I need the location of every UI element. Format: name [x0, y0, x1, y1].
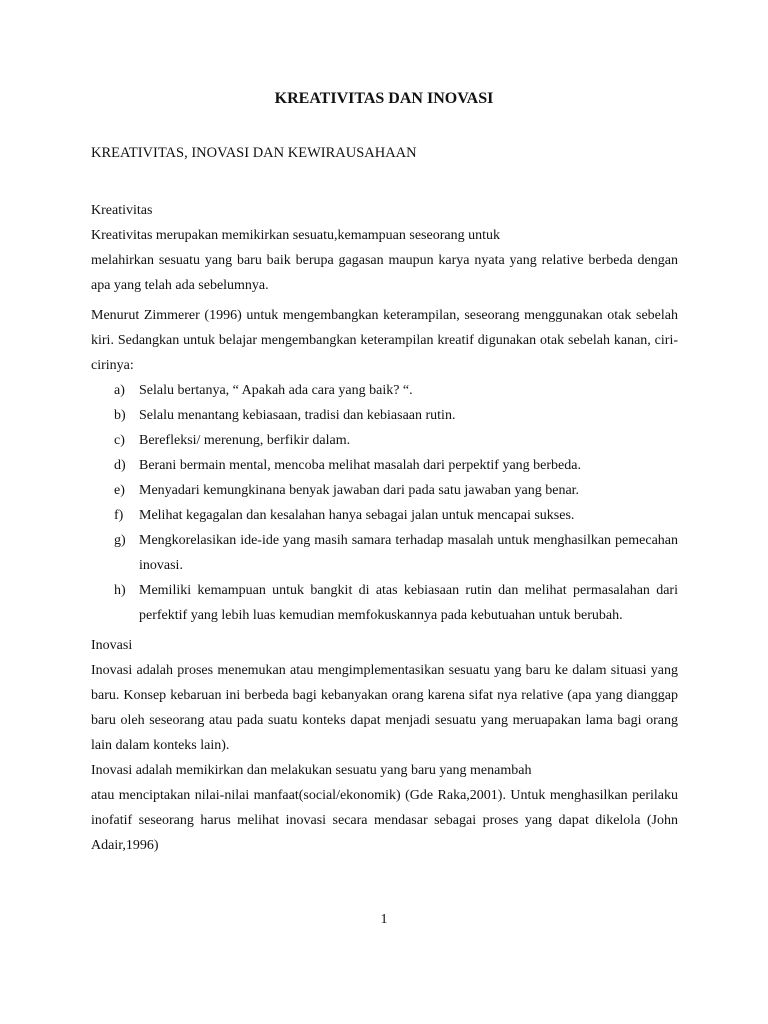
list-marker: g): [114, 533, 126, 548]
paragraph-inovasi-continuation: atau menciptakan nilai-nilai manfaat(social/ekonomik) (Gde Raka,2001). Untuk menghasilkan perilaku inofatif seseorang harus melihat inovasi secara mendasar sebagai proses yang dapat dikelola (John Adair,1996): [91, 788, 678, 853]
list-marker: b): [114, 408, 126, 423]
list-item-text: Melihat kegagalan dan kesalahan hanya sebagai jalan untuk mencapai sukses.: [139, 508, 575, 523]
list-marker: c): [114, 433, 125, 448]
list-marker: a): [114, 383, 125, 398]
page-number: 1: [380, 912, 388, 927]
section-heading-kreativitas: Kreativitas: [91, 203, 153, 218]
document-title: KREATIVITAS DAN INOVASI: [274, 90, 494, 107]
list-item-text: Selalu menantang kebiasaan, tradisi dan kebiasaan rutin.: [139, 408, 456, 423]
list-item: [91, 528, 678, 578]
list-item: [91, 453, 678, 478]
section-heading-inovasi: Inovasi: [91, 638, 133, 653]
list-marker: d): [114, 458, 126, 473]
paragraph-kreativitas-line1: Kreativitas merupakan memikirkan sesuatu,kemampuan seseorang untuk: [91, 228, 500, 243]
document-body: [91, 198, 678, 858]
list-marker: e): [114, 483, 125, 498]
paragraph-zimmerer: Menurut Zimmerer (1996) untuk mengembangkan keterampilan, seseorang menggunakan otak sebelah kiri. Sedangkan untuk belajar mengembangkan keterampilan kreatif digunakan otak sebelah kanan, ciri-cirinya:: [91, 308, 678, 373]
characteristics-list: [91, 378, 678, 628]
list-item: [91, 403, 678, 428]
list-item: [91, 578, 678, 628]
list-item-text: Mengkorelasikan ide-ide yang masih samara terhadap masalah untuk menghasilkan pemecahan inovasi.: [139, 533, 678, 573]
list-marker: h): [114, 583, 126, 598]
paragraph-kreativitas-definition: melahirkan sesuatu yang baru baik berupa gagasan maupun karya nyata yang relative berbeda dengan apa yang telah ada sebelumnya.: [91, 253, 678, 293]
list-item: [91, 378, 678, 403]
list-item-text: Menyadari kemungkinana benyak jawaban dari pada satu jawaban yang benar.: [139, 483, 580, 498]
document-subtitle: KREATIVITAS, INOVASI DAN KEWIRAUSAHAAN: [91, 145, 417, 161]
list-item: [91, 503, 678, 528]
paragraph-inovasi-definition: Inovasi adalah proses menemukan atau mengimplementasikan sesuatu yang baru ke dalam situasi yang baru. Konsep kebaruan ini berbeda bagi kebanyakan orang karena sifat nya relative (apa yang dianggap baru oleh seseorang atau pada suatu konteks dapat menjadi sesuatu yang meruapakan lama bagi orang lain dalam konteks lain).: [91, 663, 678, 753]
list-item-text: Memiliki kemampuan untuk bangkit di atas kebiasaan rutin dan melihat permasalahan dari perfektif yang lebih luas kemudian memfokuskannya pada kebutuahan untuk berubah.: [139, 583, 678, 623]
list-item-text: Berani bermain mental, mencoba melihat masalah dari perpektif yang berbeda.: [139, 458, 581, 473]
list-item-text: Berefleksi/ merenung, berfikir dalam.: [139, 433, 351, 448]
list-marker: f): [114, 508, 124, 523]
list-item-text: Selalu bertanya, “ Apakah ada cara yang baik? “.: [139, 383, 413, 398]
paragraph-inovasi-line1: Inovasi adalah memikirkan dan melakukan sesuatu yang baru yang menambah: [91, 763, 532, 778]
list-item: [91, 428, 678, 453]
list-item: [91, 478, 678, 503]
